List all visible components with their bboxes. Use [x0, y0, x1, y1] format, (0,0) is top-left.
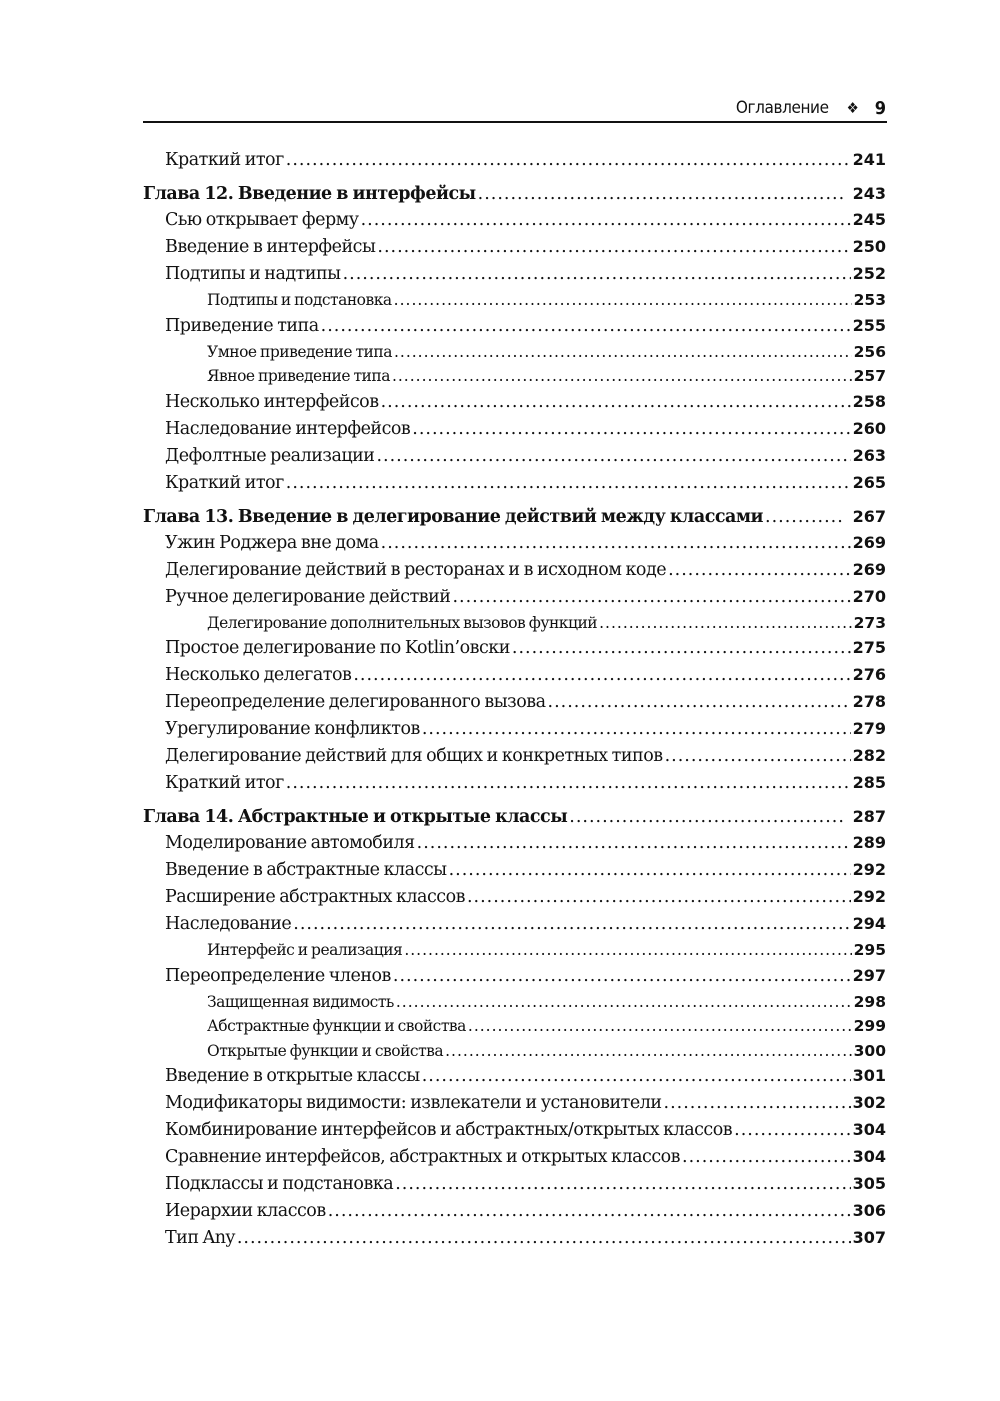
toc-entry-page: 292: [852, 887, 886, 906]
toc-entry-title: Явное приведение типа: [207, 367, 390, 385]
dot-leader: [394, 291, 852, 309]
toc-entry-title: Делегирование действий в ресторанах и в исходном коде: [165, 559, 667, 580]
toc-entry-page: 302: [852, 1093, 886, 1112]
toc-entry-title: Моделирование автомобиля: [165, 833, 415, 853]
dot-leader: [237, 1228, 851, 1248]
toc-entry-page: 304: [852, 1147, 886, 1166]
dot-leader: [286, 773, 851, 793]
toc-entry[interactable]: [143, 773, 886, 800]
toc-entry-page: 289: [852, 833, 886, 852]
toc-entry-title: Расширение абстрактных классов: [165, 887, 465, 907]
toc-entry-page: 292: [852, 860, 886, 879]
toc-entry-title: Наследование: [165, 914, 292, 934]
toc-entry-page: 304: [852, 1120, 886, 1139]
toc-entry-title: Простое делегирование по Kotlin’овски: [165, 638, 510, 658]
toc-entry[interactable]: [143, 614, 886, 639]
toc-entry-page: 295: [853, 941, 886, 959]
toc-entry-title: Сью открывает ферму: [165, 210, 359, 230]
toc-entry-title: Несколько делегатов: [165, 665, 352, 685]
toc-entry[interactable]: [143, 419, 886, 446]
dot-leader: [343, 264, 851, 284]
toc-entry-title: Иерархии классов: [165, 1201, 326, 1221]
dot-leader: [467, 887, 851, 907]
toc-entry-title: Абстрактные функции и свойства: [207, 1017, 466, 1035]
toc-entry-page: 269: [852, 532, 886, 552]
toc-entry-title: Защищенная видимость: [207, 992, 394, 1011]
toc-entry[interactable]: [143, 446, 886, 473]
toc-entry-title: Переопределение делегированного вызова: [165, 692, 546, 712]
toc-entry[interactable]: [143, 264, 886, 291]
toc-entry-title: Подклассы и подстановка: [165, 1174, 394, 1194]
toc-entry-title: Подтипы и подстановка: [207, 291, 392, 309]
dot-leader: [478, 178, 843, 211]
toc-entry[interactable]: [143, 150, 886, 177]
toc-entry-page: 307: [852, 1228, 886, 1247]
toc-entry-title: Приведение типа: [165, 315, 319, 336]
toc-entry-title: Глава 13. Введение в делегирование действий между классами: [143, 506, 764, 527]
toc-entry-page: 300: [853, 1041, 886, 1060]
toc-entry-page: 278: [852, 692, 886, 711]
dot-leader: [422, 719, 851, 739]
toc-entry-title: Краткий итог: [165, 150, 284, 170]
toc-entry[interactable]: [143, 966, 886, 993]
toc-entry[interactable]: [143, 1201, 886, 1228]
running-head: [143, 94, 886, 122]
toc-entry-page: 241: [852, 150, 886, 169]
toc-entry-title: Делегирование действий для общих и конкретных типов: [165, 746, 663, 766]
dot-leader: [417, 833, 851, 853]
toc-entry-title: Ручное делегирование действий: [165, 586, 451, 607]
toc-entry[interactable]: [143, 993, 886, 1018]
toc-entry-page: 265: [852, 472, 886, 492]
table-of-contents: [143, 150, 886, 1255]
toc-entry[interactable]: [143, 210, 886, 237]
toc-entry-page: 260: [852, 418, 886, 438]
ornament-icon: ❖: [846, 99, 859, 117]
dot-leader: [376, 446, 850, 466]
toc-entry-page: 276: [852, 665, 886, 684]
toc-entry[interactable]: [143, 1228, 886, 1255]
toc-entry[interactable]: [143, 343, 886, 368]
toc-entry-title: Интерфейс и реализация: [207, 941, 403, 959]
dot-leader: [445, 1042, 852, 1060]
toc-entry-page: 253: [853, 291, 886, 309]
toc-chapter-entry[interactable]: [143, 177, 886, 210]
toc-entry[interactable]: [143, 392, 886, 419]
dot-leader: [664, 1093, 851, 1113]
toc-entry[interactable]: [143, 1120, 886, 1147]
toc-entry-page: 298: [853, 992, 886, 1011]
dot-leader: [381, 392, 851, 412]
toc-entry[interactable]: [143, 941, 886, 966]
dot-leader: [512, 638, 851, 658]
dot-leader: [548, 692, 851, 712]
dot-leader: [734, 1120, 850, 1140]
toc-entry-page: 255: [852, 315, 886, 335]
toc-entry-page: 299: [853, 1017, 886, 1035]
dot-leader: [668, 560, 850, 580]
running-head-title: Оглавление: [735, 98, 829, 118]
toc-entry-title: Подтипы и надтипы: [165, 264, 341, 284]
toc-entry-page: 258: [852, 391, 886, 411]
toc-entry[interactable]: [143, 1042, 886, 1067]
toc-entry-title: Сравнение интерфейсов, абстрактных и открытых классов: [165, 1147, 681, 1167]
toc-entry-title: Наследование интерфейсов: [165, 418, 411, 439]
toc-entry-page: 245: [852, 210, 886, 229]
page-number: 9: [874, 97, 886, 119]
toc-entry-title: Введение в открытые классы: [165, 1066, 420, 1086]
toc-entry-page: 285: [852, 773, 886, 792]
toc-entry-page: 287: [852, 807, 886, 826]
toc-entry-page: 273: [853, 613, 886, 632]
toc-entry-page: 257: [853, 367, 886, 385]
dot-leader: [395, 1174, 850, 1194]
dot-leader: [468, 1017, 852, 1035]
toc-entry-title: Краткий итог: [165, 472, 284, 493]
toc-entry-page: 301: [852, 1066, 886, 1085]
toc-entry[interactable]: [143, 237, 886, 264]
toc-entry-title: Комбинирование интерфейсов и абстрактных/открытых классов: [165, 1120, 733, 1140]
header-rule: [143, 121, 887, 123]
toc-entry[interactable]: [143, 860, 886, 887]
dot-leader: [392, 367, 852, 385]
toc-entry[interactable]: [143, 1174, 886, 1201]
toc-entry[interactable]: [143, 533, 886, 560]
toc-entry-page: 252: [852, 264, 886, 283]
dot-leader: [765, 501, 843, 534]
toc-entry-title: Тип Any: [165, 1228, 235, 1248]
toc-entry[interactable]: [143, 719, 886, 746]
toc-entry-page: 243: [852, 184, 886, 203]
toc-entry-title: Урегулирование конфликтов: [165, 719, 420, 739]
toc-entry-title: Глава 12. Введение в интерфейсы: [143, 184, 476, 204]
toc-entry-title: Несколько интерфейсов: [165, 391, 379, 412]
toc-entry-page: 256: [853, 342, 886, 361]
toc-entry[interactable]: [143, 1147, 886, 1174]
dot-leader: [361, 210, 851, 230]
dot-leader: [353, 665, 850, 685]
toc-entry-page: 269: [852, 559, 886, 579]
toc-entry-title: Ужин Роджера вне дома: [165, 532, 379, 553]
toc-entry[interactable]: [143, 638, 886, 665]
dot-leader: [665, 746, 851, 766]
dot-leader: [286, 473, 851, 493]
toc-entry[interactable]: [143, 367, 886, 392]
dot-leader: [599, 614, 852, 632]
toc-entry[interactable]: [143, 665, 886, 692]
toc-entry-title: Введение в интерфейсы: [165, 237, 376, 257]
toc-entry-page: 270: [852, 586, 886, 606]
toc-entry-page: 279: [852, 719, 886, 738]
toc-entry[interactable]: [143, 291, 886, 316]
dot-leader: [422, 1066, 851, 1086]
dot-leader: [412, 419, 850, 439]
toc-entry-title: Модификаторы видимости: извлекатели и установители: [165, 1093, 662, 1113]
toc-chapter-entry[interactable]: [143, 500, 886, 533]
dot-leader: [286, 150, 851, 170]
toc-entry-title: Краткий итог: [165, 773, 284, 793]
dot-leader: [449, 860, 851, 880]
dot-leader: [682, 1147, 851, 1167]
toc-entry-title: Делегирование дополнительных вызовов функций: [207, 613, 598, 632]
toc-entry[interactable]: [143, 316, 886, 343]
toc-entry[interactable]: [143, 1017, 886, 1042]
toc-chapter-entry[interactable]: [143, 800, 886, 833]
toc-entry-page: 294: [852, 914, 886, 933]
toc-entry-title: Глава 14. Абстрактные и открытые классы: [143, 807, 568, 827]
toc-entry-page: 267: [852, 506, 886, 526]
toc-entry[interactable]: [143, 692, 886, 719]
dot-leader: [404, 941, 851, 959]
dot-leader: [293, 914, 850, 934]
dot-leader: [394, 343, 852, 361]
toc-entry-title: Переопределение членов: [165, 965, 391, 986]
toc-entry[interactable]: [143, 560, 886, 587]
dot-leader: [328, 1201, 851, 1221]
dot-leader: [569, 801, 842, 834]
toc-entry-page: 250: [852, 237, 886, 256]
toc-entry[interactable]: [143, 1066, 886, 1093]
toc-entry-page: 275: [852, 638, 886, 657]
dot-leader: [321, 316, 851, 336]
toc-entry-page: 305: [852, 1174, 886, 1193]
toc-entry[interactable]: [143, 473, 886, 500]
dot-leader: [393, 966, 851, 986]
toc-entry[interactable]: [143, 587, 886, 614]
dot-leader: [452, 587, 850, 607]
toc-entry-title: Дефолтные реализации: [165, 445, 375, 466]
toc-entry-title: Умное приведение типа: [207, 342, 392, 361]
toc-entry-page: 263: [852, 445, 886, 465]
dot-leader: [381, 533, 851, 553]
toc-entry-page: 297: [852, 965, 886, 985]
toc-entry[interactable]: [143, 746, 886, 773]
toc-entry[interactable]: [143, 1093, 886, 1120]
toc-entry-page: 282: [852, 746, 886, 765]
toc-entry[interactable]: [143, 833, 886, 860]
toc-entry-title: Открытые функции и свойства: [207, 1041, 444, 1060]
dot-leader: [396, 993, 852, 1011]
toc-entry-title: Введение в абстрактные классы: [165, 860, 447, 880]
toc-entry-page: 306: [852, 1201, 886, 1220]
toc-entry[interactable]: [143, 887, 886, 914]
toc-entry[interactable]: [143, 914, 886, 941]
dot-leader: [377, 237, 850, 257]
